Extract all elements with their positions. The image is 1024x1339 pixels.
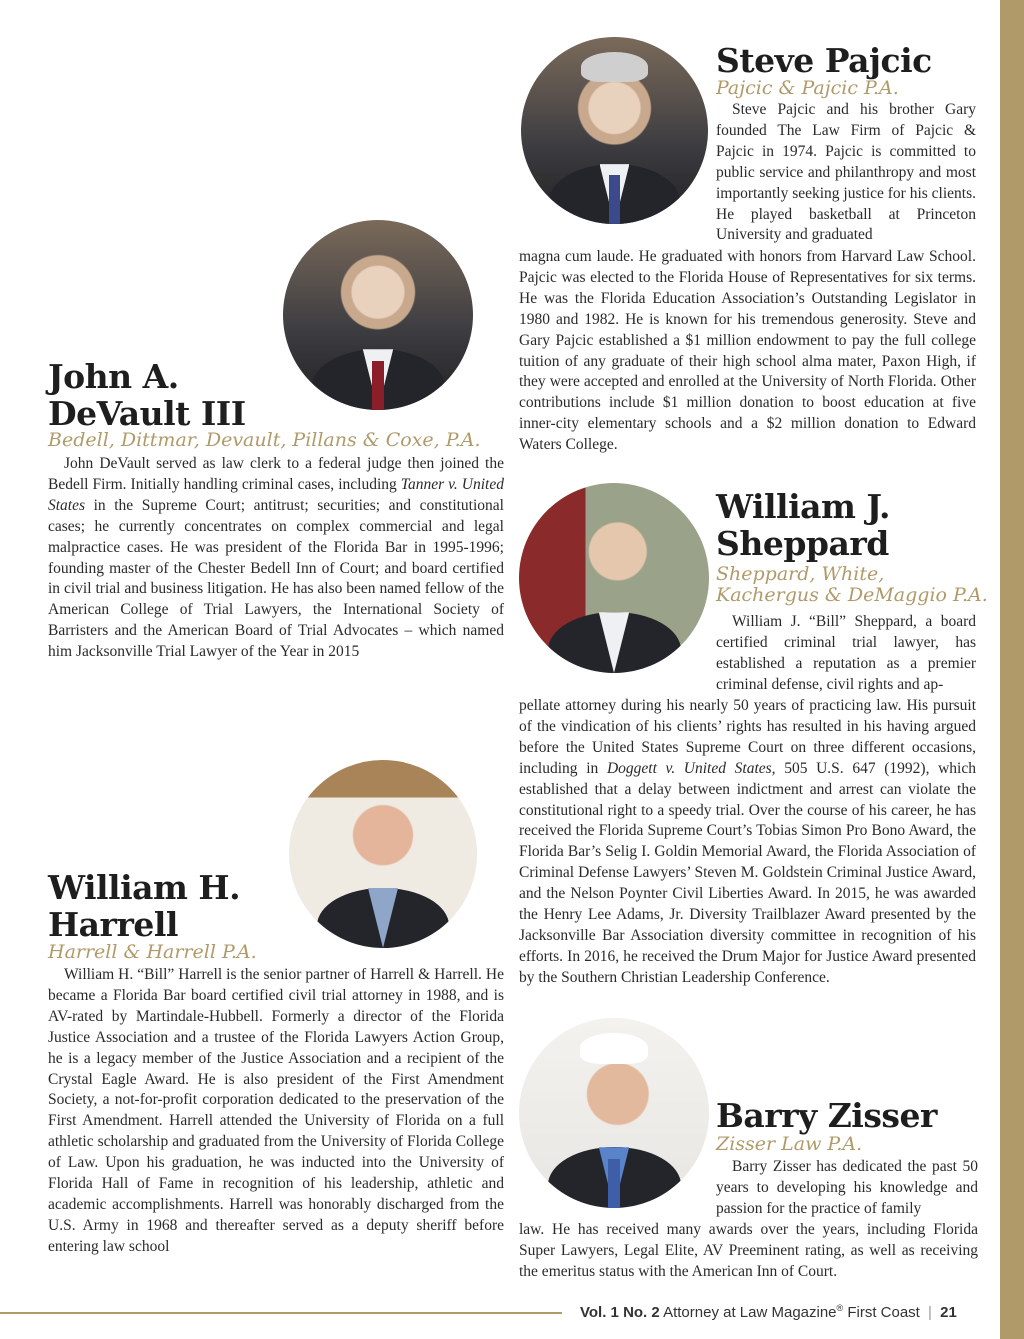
profile-name-line2: Sheppard <box>716 524 889 563</box>
profile-firm: Bedell, Dittmar, Devault, Pillans & Coxe, P.A. <box>48 429 481 451</box>
profile-firm-line1: Sheppard, White, <box>716 563 885 585</box>
profile-bio <box>519 696 976 989</box>
profile-bio-intro: William J. “Bill” Sheppard, a board certified criminal trial lawyer, has established a reputation as a premier criminal defense, civil rights and ap- <box>716 613 976 693</box>
registered-mark: ® <box>836 1303 844 1313</box>
profile-name-line1: William H. <box>48 868 241 907</box>
bio-text: 505 U.S. 647 (1992), which established that a delay between indictment and arrest can violate the constitutional right to a speedy trial. Over the course of his career, he has received the Florida Supreme Court’s Tobias Simon Pro Bono Award, the Florida Bar’s Selig I. Goldin Memorial Award, the Florida Association of Criminal Defense Lawyers’ Steven M. Goldstein Criminal Justice Award, and the Nelson Poynter Civil Liberties Award. In 2015, he was awarded the Henry Lee Adams, Jr. Diversity Trailblazer Award presented by the Jacksonville Bar Association diversity committee in recognition of his efforts. In 2016, he received the Drum Major for Justice Award presented by the Southern Christian Leadership Conference. <box>519 759 976 986</box>
page-footer <box>580 1303 957 1321</box>
profile-firm: Pajcic & Pajcic P.A. <box>716 77 899 99</box>
issue-number: Vol. 1 No. 2 <box>580 1304 660 1321</box>
portrait-barry-zisser <box>519 1018 709 1208</box>
profile-name-line2: Harrell <box>48 905 178 944</box>
case-citation: Tanner v. United States <box>48 475 504 514</box>
profile-name <box>48 358 246 432</box>
bio-text: pellate attorney during his nearly 50 years of practicing law. His pursuit of the vindication of his clients’ rights has resulted in his having argued before the United States Supreme Court on three different occasions, including in <box>519 697 976 777</box>
page-edge-accent <box>1000 0 1024 1339</box>
profile-bio-intro: Barry Zisser has dedicated the past 50 years to developing his knowledge and passion for the practice of family <box>716 1158 978 1217</box>
portrait-william-harrell <box>289 760 477 948</box>
profile-firm: Zisser Law P.A. <box>716 1133 863 1155</box>
magazine-title: Attorney at Law Magazine <box>663 1304 837 1321</box>
case-citation: Doggett v. United States, <box>606 759 776 777</box>
bio-text: John DeVault served as law clerk to a federal judge then joined the Bedell Firm. Initially handling criminal cases, including <box>48 455 504 493</box>
profile-name-line1: William J. <box>716 487 890 526</box>
footer-rule <box>0 1312 562 1314</box>
portrait-william-sheppard <box>519 483 709 673</box>
profile-name-line1: John A. <box>48 357 179 396</box>
profile-name-line2: DeVault III <box>48 394 246 433</box>
bio-text: in the Supreme Court; antitrust; securities; and constitutional cases; he currently concentrates on complex commercial and legal malpractice cases. He was president of the Florida Bar in 1995-1996; founding master of the Chester Bedell Inn of Court; and board certified in civil trial and business litigation. He has also been named fellow of the American College of Trial Lawyers, the International Society of Barristers and the American Board of Trial Advocates – which named him Jacksonville Trial Lawyer of the Year in 2015 <box>48 496 504 661</box>
profile-firm: Harrell & Harrell P.A. <box>48 941 257 963</box>
edition-name: First Coast <box>847 1304 920 1321</box>
profile-name <box>716 488 890 562</box>
profile-firm-line2: Kachergus & DeMaggio P.A. <box>716 584 988 606</box>
profile-bio: law. He has received many awards over the years, including Florida Super Lawyers, Legal Elite, AV Preeminent rating, as well as receiving the emeritus status with the American Inn of Court. <box>519 1221 978 1280</box>
profile-bio: William H. “Bill” Harrell is the senior partner of Harrell & Harrell. He became a Florida Bar board certified civil trial attorney in 1988, and is AV-rated by Martindale-Hubbell. Formerly a director of the Florida Justice Association and a trustee of the Florida Lawyers Action Group, he is a legacy member of the Justice Association and a recipient of the Crystal Eagle Award. He is also president of the First Amendment Society, a not-for-profit corporation dedicated to the preservation of the First Amendment. Harrell attended the University of Florida on a full athletic scholarship and graduated from the University of Florida College of Law. Upon his graduation, he was inducted into the University of Florida Hall of Fame in recognition of his leadership, athletic and academic accomplishments. Harrell was honorably discharged from the U.S. Army in 1968 and thereafter served as a deputy sheriff before entering law school <box>48 966 504 1255</box>
portrait-john-devault <box>283 220 473 410</box>
profile-firm <box>716 564 988 606</box>
profile-bio: magna cum laude. He graduated with honors from Harvard Law School. Pajcic was elected to the Florida House of Representatives for six terms. He was the Florida Education Association’s Outstanding Legislator in 1980 and 1982. He is known for his tremendous generosity. Steve and Gary Pajcic established a $1 million endowment to pay the full college tuition of any graduate of their high school alma mater, Paxon High, if they were accepted and enrolled at the University of North Florida. Other contributions include $1 million donation to boost education at five inner-city elementary schools and a $2 million donation to Edward Waters College. <box>519 248 976 454</box>
profile-bio-intro: Steve Pajcic and his brother Gary founded The Law Firm of Pajcic & Pajcic in 1974. Pajcic is committed to public service and philanthropy and most importantly seeking justice for his clients. He played basketball at Princeton University and graduated <box>716 101 977 244</box>
page-number: 21 <box>940 1304 957 1321</box>
footer-separator: | <box>928 1304 932 1321</box>
profile-name: Barry Zisser <box>716 1096 937 1135</box>
profile-name: Steve Pajcic <box>716 41 932 80</box>
portrait-steve-pajcic <box>521 37 708 224</box>
profile-name <box>48 869 240 943</box>
profile-bio <box>48 454 504 663</box>
